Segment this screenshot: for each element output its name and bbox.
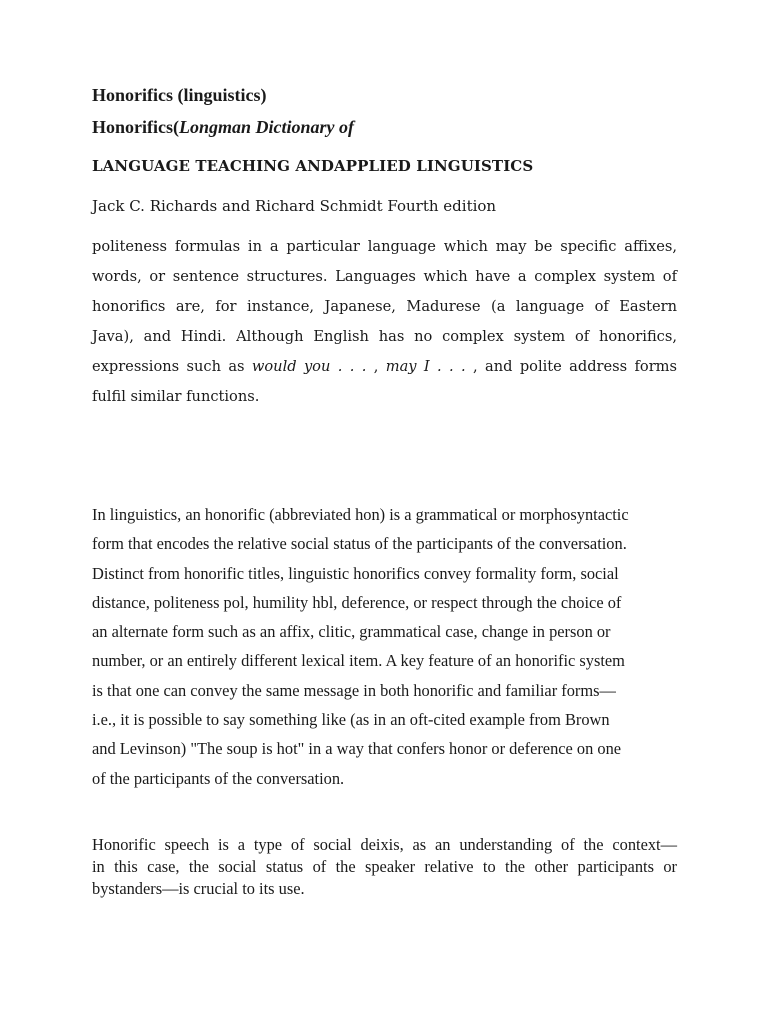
definition-line: words, or sentence structures. Languages which have a complex system of: [92, 268, 677, 285]
definition-text: , and polite address forms: [465, 358, 677, 375]
definition-line: Java), and Hindi. Although English has no complex system of honorifics,: [92, 328, 677, 345]
paragraph-line: form that encodes the relative social status of the participants of the conversation.: [92, 534, 627, 554]
paragraph-line: of the participants of the conversation.: [92, 768, 345, 788]
paragraph-line: Honorific speech is a type of social deixis, as an understanding of the context—: [92, 835, 677, 854]
citation-source: Longman Dictionary of: [179, 117, 355, 137]
citation-book-title: LANGUAGE TEACHING ANDAPPLIED LINGUISTICS: [92, 157, 534, 175]
paragraph-line: an alternate form such as an affix, clitic, grammatical case, change in person or: [92, 622, 611, 642]
paragraph-line: In linguistics, an honorific (abbreviated hon) is a grammatical or morphosyntactic: [92, 505, 629, 524]
example-would-you: would you . . .: [251, 358, 367, 375]
citation-heading: [92, 117, 354, 138]
definition-paragraph: [92, 232, 677, 412]
definition-line: honorifics are, for instance, Japanese, Madurese (a language of Eastern: [92, 298, 677, 315]
definition-text: expressions such as: [92, 358, 252, 375]
paragraph-line: i.e., it is possible to say something like (as in an oft-cited example from Brown: [92, 710, 610, 730]
example-may-i: may I . . .: [385, 358, 466, 375]
citation-prefix: Honorifics(: [92, 117, 179, 137]
paragraph-line: is that one can convey the same message in both honorific and familiar forms—: [92, 680, 616, 700]
paragraph-line: bystanders—is crucial to its use.: [92, 879, 305, 898]
definition-line: [92, 352, 677, 382]
paragraph-line: in this case, the social status of the speaker relative to the other participants or: [92, 857, 677, 876]
definition-line: fulfil similar functions.: [92, 388, 260, 405]
document-title: Honorifics (linguistics): [92, 85, 267, 105]
social-deixis-paragraph: [92, 834, 677, 900]
paragraph-line: number, or an entirely different lexical item. A key feature of an honorific system: [92, 651, 625, 671]
paragraph-line: Distinct from honorific titles, linguistic honorifics convey formality form, social: [92, 563, 619, 583]
definition-text: ,: [366, 358, 386, 375]
paragraph-line: distance, politeness pol, humility hbl, deference, or respect through the choice of: [92, 592, 622, 612]
paragraph-line: and Levinson) "The soup is hot" in a way that confers honor or deference on one: [92, 739, 622, 759]
citation-authors: Jack C. Richards and Richard Schmidt Fourth edition: [92, 197, 497, 215]
definition-line: politeness formulas in a particular language which may be specific affixes,: [92, 238, 677, 255]
linguistics-paragraph: [92, 500, 677, 793]
